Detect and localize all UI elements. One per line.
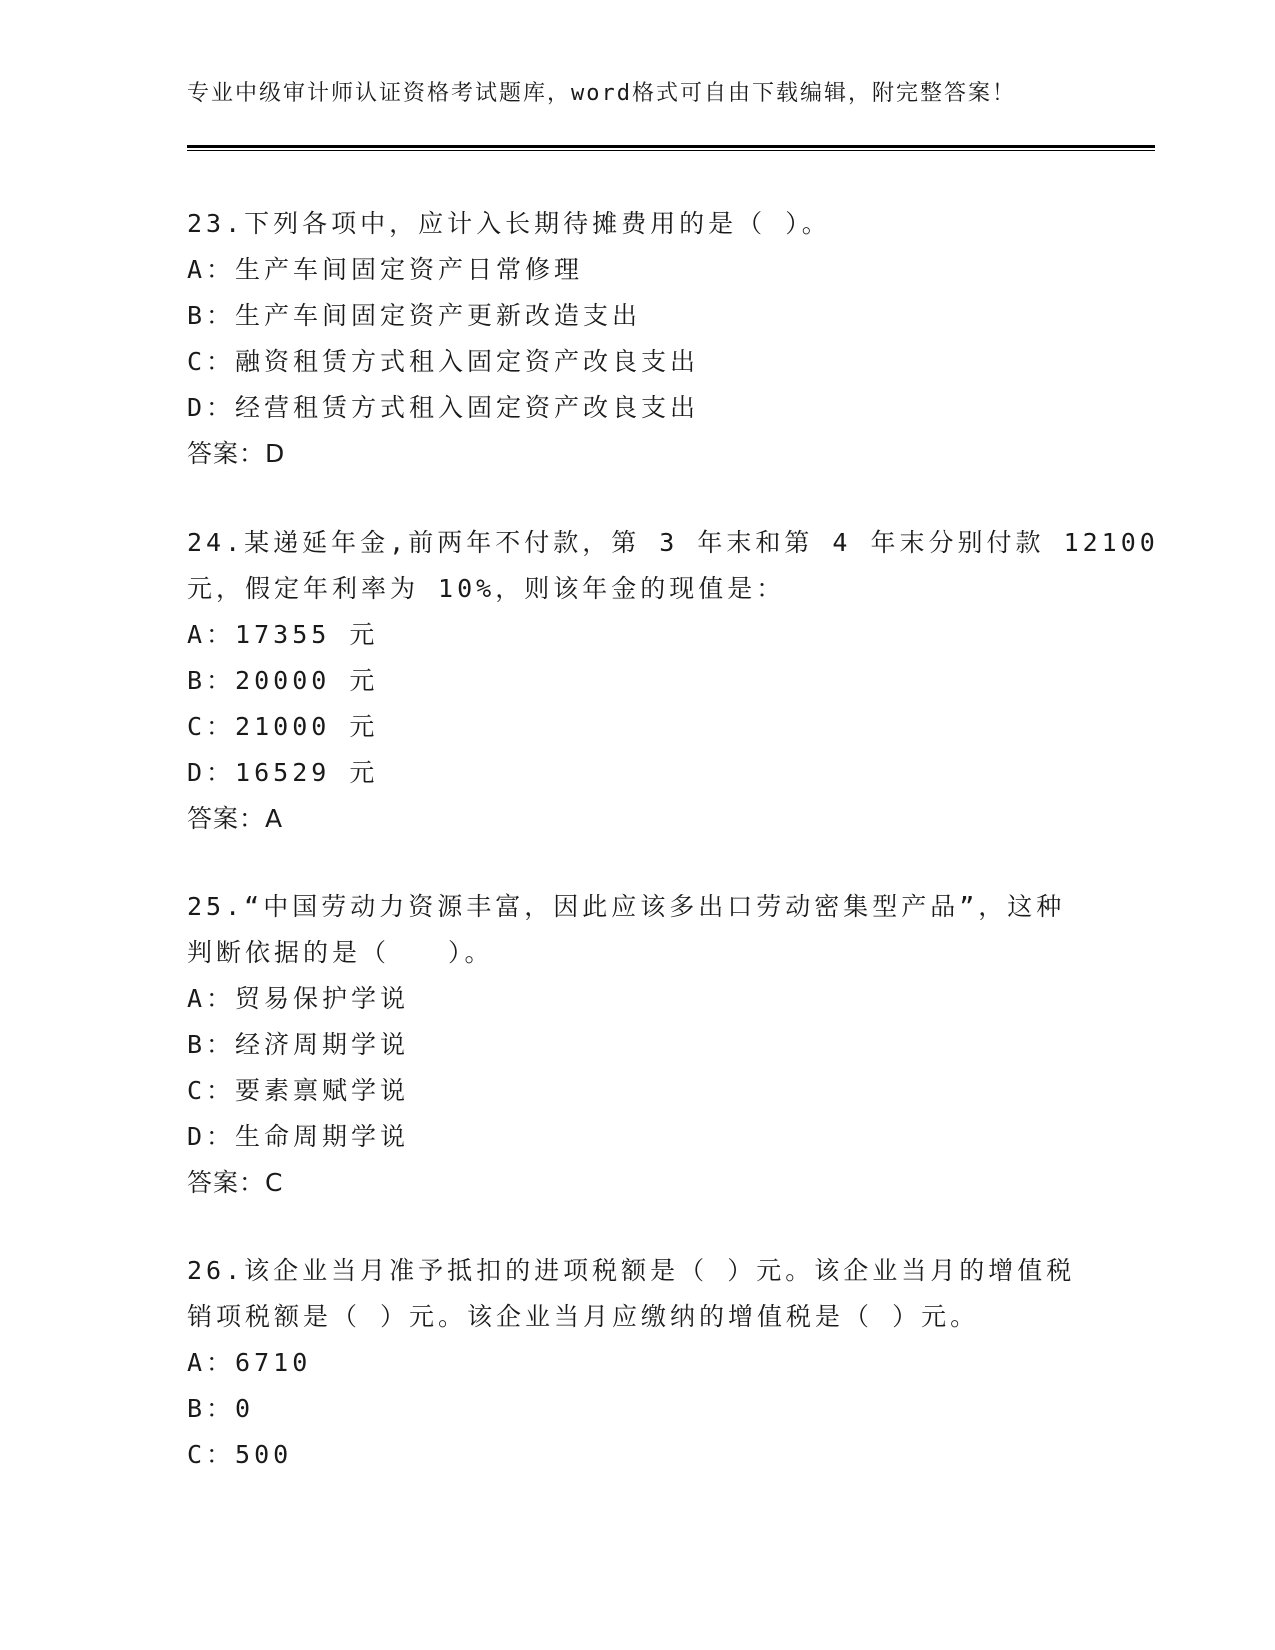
header-divider-thin (187, 150, 1155, 151)
question-24 (187, 520, 1159, 842)
option-b: B：20000 元 (187, 666, 379, 695)
answer-line: 答案：D (187, 439, 286, 468)
answer-line: 答案：A (187, 804, 284, 833)
question-26 (187, 1248, 1087, 1478)
option-a: A：6710 (187, 1348, 312, 1377)
option-d: D：经营租赁方式租入固定资产改良支出 (187, 393, 700, 422)
answer-line: 答案：C (187, 1168, 284, 1197)
option-c: C：融资租赁方式租入固定资产改良支出 (187, 347, 700, 376)
question-stem: 23.下列各项中，应计入长期待摊费用的是（ ）。 (187, 209, 831, 238)
option-d: D：16529 元 (187, 758, 379, 787)
option-a: A：生产车间固定资产日常修理 (187, 255, 584, 284)
option-d: D：生命周期学说 (187, 1122, 410, 1151)
question-stem-continued: 销项税额是（ ）元。该企业当月应缴纳的增值税是（ ）元。 (187, 1302, 980, 1331)
header-divider-thick (187, 145, 1155, 148)
option-c: C：21000 元 (187, 712, 379, 741)
option-b: B：0 (187, 1394, 255, 1423)
question-stem-continued: 元，假定年利率为 10%，则该年金的现值是： (187, 574, 786, 603)
option-b: B：生产车间固定资产更新改造支出 (187, 301, 642, 330)
question-stem: 24.某递延年金,前两年不付款，第 3 年末和第 4 年末分别付款 12100 (187, 528, 1159, 557)
option-c: C：500 (187, 1440, 293, 1469)
question-stem-continued: 判断依据的是（ ）。 (187, 938, 494, 967)
option-c: C：要素禀赋学说 (187, 1076, 410, 1105)
option-a: A：贸易保护学说 (187, 984, 410, 1013)
header-title: 专业中级审计师认证资格考试题库，word格式可自由下载编辑，附完整答案！ (187, 81, 1016, 106)
question-23 (187, 201, 1087, 477)
option-b: B：经济周期学说 (187, 1030, 410, 1059)
question-stem: 25.“中国劳动力资源丰富，因此应该多出口劳动密集型产品”，这种 (187, 892, 1066, 921)
option-a: A：17355 元 (187, 620, 379, 649)
question-25 (187, 884, 1087, 1206)
question-stem: 26.该企业当月准予抵扣的进项税额是（ ）元。该企业当月的增值税 (187, 1256, 1076, 1285)
